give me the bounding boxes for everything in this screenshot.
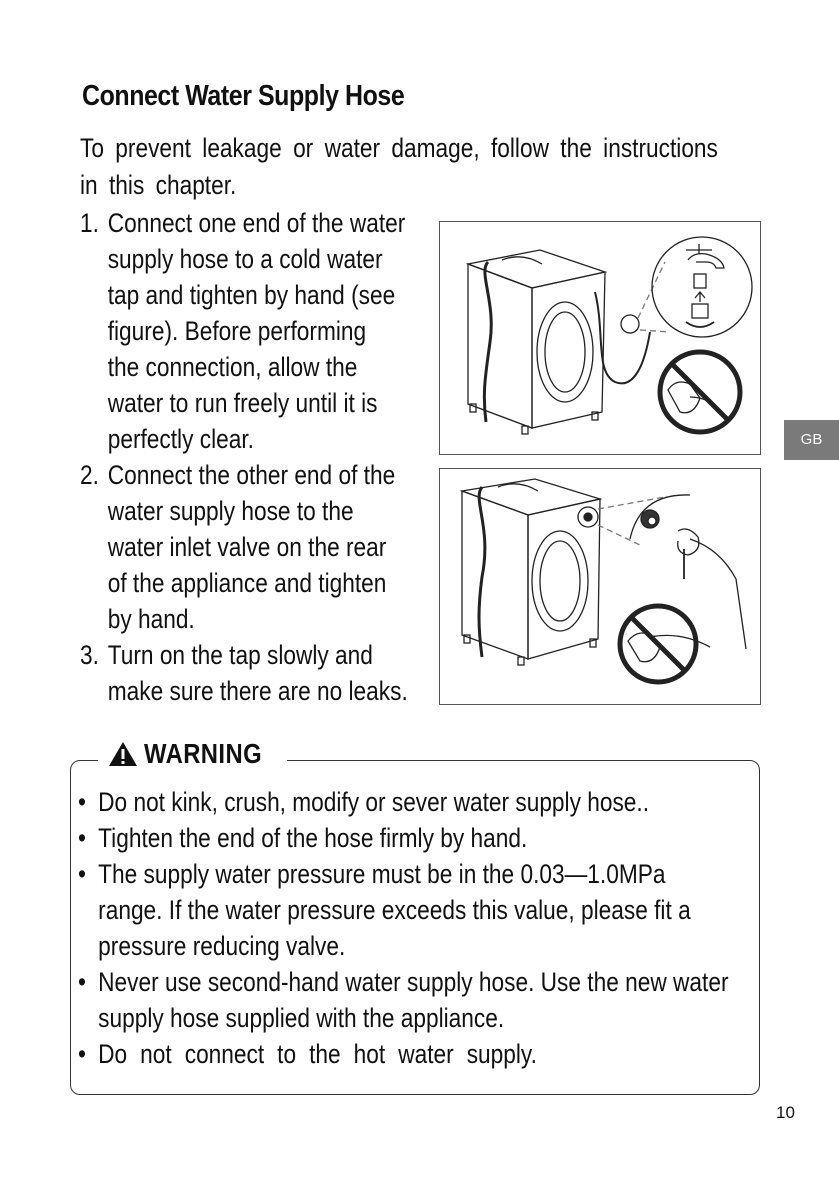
- intro-text: [80, 130, 718, 204]
- step-line: the connection, allow the: [107, 352, 358, 382]
- step-line: perfectly clear.: [107, 424, 254, 454]
- intro-line: To prevent leakage or water damage, follow the instructions: [80, 133, 718, 163]
- step-line: tap and tighten by hand (see: [107, 280, 396, 310]
- step-line: water inlet valve on the rear: [107, 532, 387, 562]
- warning-line: Never use second-hand water supply hose. Use the new water: [98, 967, 729, 997]
- step-3: [80, 637, 433, 709]
- bullet: •: [78, 967, 86, 997]
- warning-item: [78, 784, 666, 820]
- step-1: [80, 205, 433, 457]
- warning-header: [98, 738, 287, 770]
- bullet: •: [78, 859, 86, 889]
- bullet: •: [78, 1039, 86, 1069]
- warning-item: [78, 856, 691, 964]
- warning-line: The supply water pressure must be in the 0.03—1.0MPa: [98, 859, 666, 889]
- washing-machine-tap-illustration: [440, 222, 760, 454]
- figure-connect-inlet: [439, 468, 761, 705]
- step-number: 2.: [80, 460, 99, 490]
- steps-list: [80, 205, 500, 709]
- step-line: Connect the other end of the: [107, 460, 396, 490]
- step-line: water supply hose to the: [107, 496, 354, 526]
- warning-line: Tighten the end of the hose firmly by hand.: [98, 823, 528, 853]
- warning-line: supply hose supplied with the appliance.: [98, 1003, 505, 1033]
- step-line: Connect one end of the water: [107, 208, 406, 238]
- step-2: [80, 457, 433, 637]
- step-line: figure). Before performing: [107, 316, 367, 346]
- language-tab: GB: [784, 420, 839, 460]
- step-number: 1.: [80, 208, 99, 238]
- warning-line: Do not kink, crush, modify or sever water supply hose..: [98, 787, 650, 817]
- warning-label: WARNING: [144, 738, 263, 769]
- warning-item: [78, 1036, 666, 1072]
- step-line: Turn on the tap slowly and: [107, 640, 373, 670]
- page-number: 10: [776, 1103, 795, 1122]
- intro-line: in this chapter.: [80, 170, 237, 200]
- bullet: •: [78, 787, 86, 817]
- warning-triangle-icon: [108, 741, 138, 767]
- washing-machine-inlet-illustration: [440, 469, 760, 704]
- warning-line: pressure reducing valve.: [98, 931, 346, 961]
- warning-list: [78, 784, 778, 1072]
- step-number: 3.: [80, 640, 99, 670]
- warning-item: [78, 964, 729, 1036]
- step-line: water to run freely until it is: [107, 388, 378, 418]
- page-title: Connect Water Supply Hose: [82, 80, 405, 112]
- warning-line: Do not connect to the hot water supply.: [98, 1039, 537, 1069]
- step-line: by hand.: [107, 604, 195, 634]
- figure-connect-tap: [439, 221, 761, 455]
- warning-line: range. If the water pressure exceeds this value, please fit a: [98, 895, 691, 925]
- bullet: •: [78, 823, 86, 853]
- step-line: of the appliance and tighten: [107, 568, 387, 598]
- step-line: make sure there are no leaks.: [107, 676, 408, 706]
- warning-item: [78, 820, 666, 856]
- step-line: supply hose to a cold water: [107, 244, 383, 274]
